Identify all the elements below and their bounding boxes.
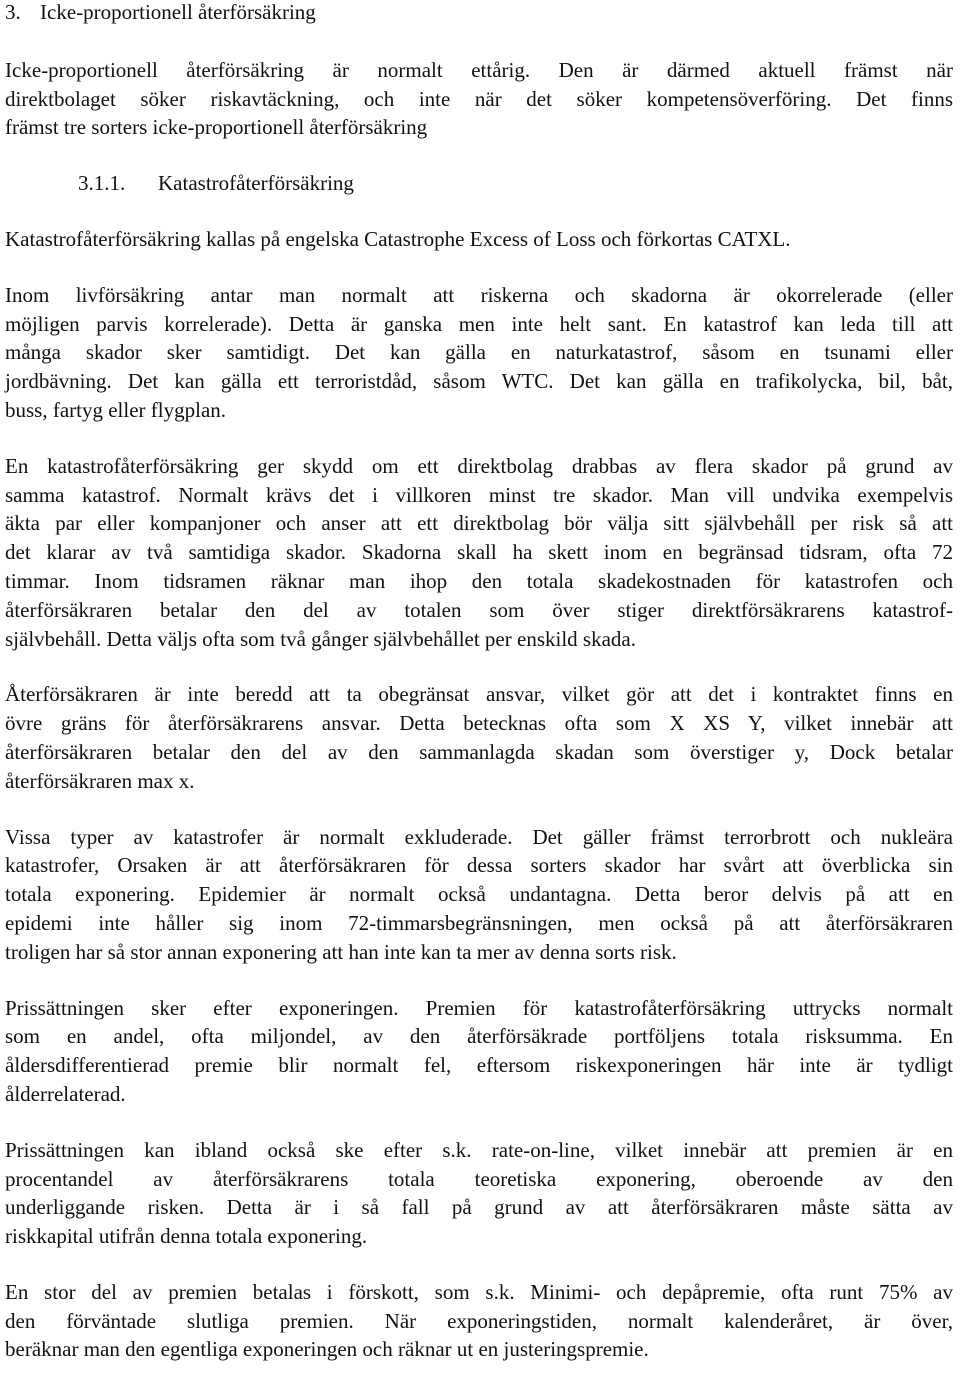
paragraph-line: epidemi inte håller sig inom 72-timmarsbegränsningen, men också på att återförsäkraren (5, 910, 953, 935)
paragraph-line: troligen har så stor annan exponering att han inte kan ta mer av denna sorts risk. (5, 939, 677, 964)
paragraph-life-insurance-risks (5, 281, 953, 425)
paragraph-advance-premium (5, 1278, 953, 1364)
paragraph-line: möjligen parvis korrelerade). Detta är ganska men inte helt sant. En katastrof kan leda till att (5, 311, 953, 336)
paragraph-line: jordbävning. Det kan gälla ett terroristdåd, såsom WTC. Det kan gälla en trafikolycka, bil, båt, (5, 369, 953, 394)
paragraph-line: beräknar man den egentliga exponeringen och räknar ut en justeringspremie. (5, 1337, 649, 1362)
paragraph-line: övre gräns för återförsäkrarens ansvar. Detta betecknas ofta som X XS Y, vilket innebär att (5, 711, 953, 736)
paragraph-line: procentandel av återförsäkrarens totala teoretiska exponering, oberoende av den (5, 1166, 953, 1191)
paragraph-catxl-definition (5, 225, 953, 254)
subsection-number: 3.1.1. (78, 171, 126, 196)
paragraph-liability-limit (5, 680, 953, 795)
intro-paragraph (5, 56, 953, 142)
subsection-title: Katastrofåterförsäkring (158, 171, 354, 196)
section-heading (5, 0, 953, 27)
subsection-heading (78, 169, 953, 198)
paragraph-line: som en andel, ofta miljondel, av den återförsäkrade portföljens totala risksumma. En (5, 1024, 953, 1049)
paragraph-catastrophe-cover (5, 452, 953, 654)
paragraph-line: återförsäkraren max x. (5, 768, 195, 793)
paragraph-line: direktbolaget söker riskavtäckning, och inte när det söker kompetensöverföring. Det finns (5, 86, 953, 111)
paragraph-exclusions (5, 823, 953, 967)
paragraph-line: timmar. Inom tidsramen räknar man ihop den totala skadekostnaden för katastrofen och (5, 568, 953, 593)
paragraph-line: Prissättningen sker efter exponeringen. Premien för katastrofåterförsäkring uttrycks normalt (5, 995, 953, 1020)
paragraph-line: återförsäkraren betalar den del av totalen som över stiger direktförsäkrarens katastrof- (5, 597, 953, 622)
paragraph-line: En katastrofåterförsäkring ger skydd om ett direktbolag drabbas av flera skador på grund av (5, 453, 953, 478)
paragraph-line: äkta par eller kompanjoner och anser att ett direktbolag bör välja sitt självbehåll per risk så att (5, 511, 953, 536)
paragraph-line: Katastrofåterförsäkring kallas på engelska Catastrophe Excess of Loss och förkortas CATXL. (5, 226, 791, 251)
section-number: 3. (5, 0, 21, 24)
paragraph-line: Icke-proportionell återförsäkring är normalt ettårig. Den är därmed aktuell främst när (5, 57, 953, 82)
paragraph-line: främst tre sorters icke-proportionell återförsäkring (5, 115, 428, 140)
paragraph-rate-on-line (5, 1136, 953, 1251)
paragraph-line: samma katastrof. Normalt krävs det i villkoren minst tre skador. Man vill undvika exempelvis (5, 482, 953, 507)
paragraph-line: självbehåll. Detta väljs ofta som två gånger självbehållet per enskild skada. (5, 626, 636, 651)
paragraph-line: Återförsäkraren är inte beredd att ta obegränsat ansvar, vilket gör att det i kontraktet finns en (5, 682, 953, 707)
paragraph-line: katastrofer, Orsaken är att återförsäkraren för dessa sorters skador har svårt att överblicka sin (5, 853, 953, 878)
paragraph-line: åldersdifferentierad premie blir normalt fel, eftersom riskexponeringen här inte är tydligt (5, 1053, 953, 1078)
paragraph-line: Prissättningen kan ibland också ske efter s.k. rate-on-line, vilket innebär att premien är en (5, 1137, 953, 1162)
paragraph-line: den förväntade slutliga premien. När exponeringstiden, normalt kalenderåret, är över, (5, 1308, 953, 1333)
paragraph-line: ålderrelaterad. (5, 1081, 126, 1106)
paragraph-line: återförsäkraren betalar den del av den sammanlagda skadan som överstiger y, Dock betalar (5, 739, 953, 764)
paragraph-line: det klarar av två samtidiga skador. Skadorna skall ha skett inom en begränsad tidsram, ofta 72 (5, 540, 953, 565)
paragraph-line: En stor del av premien betalas i förskott, som s.k. Minimi- och depåpremie, ofta runt 75% av (5, 1279, 953, 1304)
paragraph-line: riskkapital utifrån denna totala exponering. (5, 1224, 368, 1249)
paragraph-line: många skador sker samtidigt. Det kan gälla en naturkatastrof, såsom en tsunami eller (5, 340, 953, 365)
section-title: Icke-proportionell återförsäkring (40, 0, 316, 24)
paragraph-line: underliggande risken. Detta är i så fall på grund av att återförsäkraren måste sätta av (5, 1195, 953, 1220)
paragraph-line: Vissa typer av katastrofer är normalt exkluderade. Det gäller främst terrorbrott och nukleära (5, 824, 953, 849)
paragraph-pricing (5, 994, 953, 1109)
paragraph-line: buss, fartyg eller flygplan. (5, 397, 227, 422)
paragraph-line: Inom livförsäkring antar man normalt att riskerna och skadorna är okorrelerade (eller (5, 282, 953, 307)
document-page (5, 0, 953, 1364)
paragraph-line: totala exponering. Epidemier är normalt också undantagna. Detta beror delvis på att en (5, 882, 953, 907)
